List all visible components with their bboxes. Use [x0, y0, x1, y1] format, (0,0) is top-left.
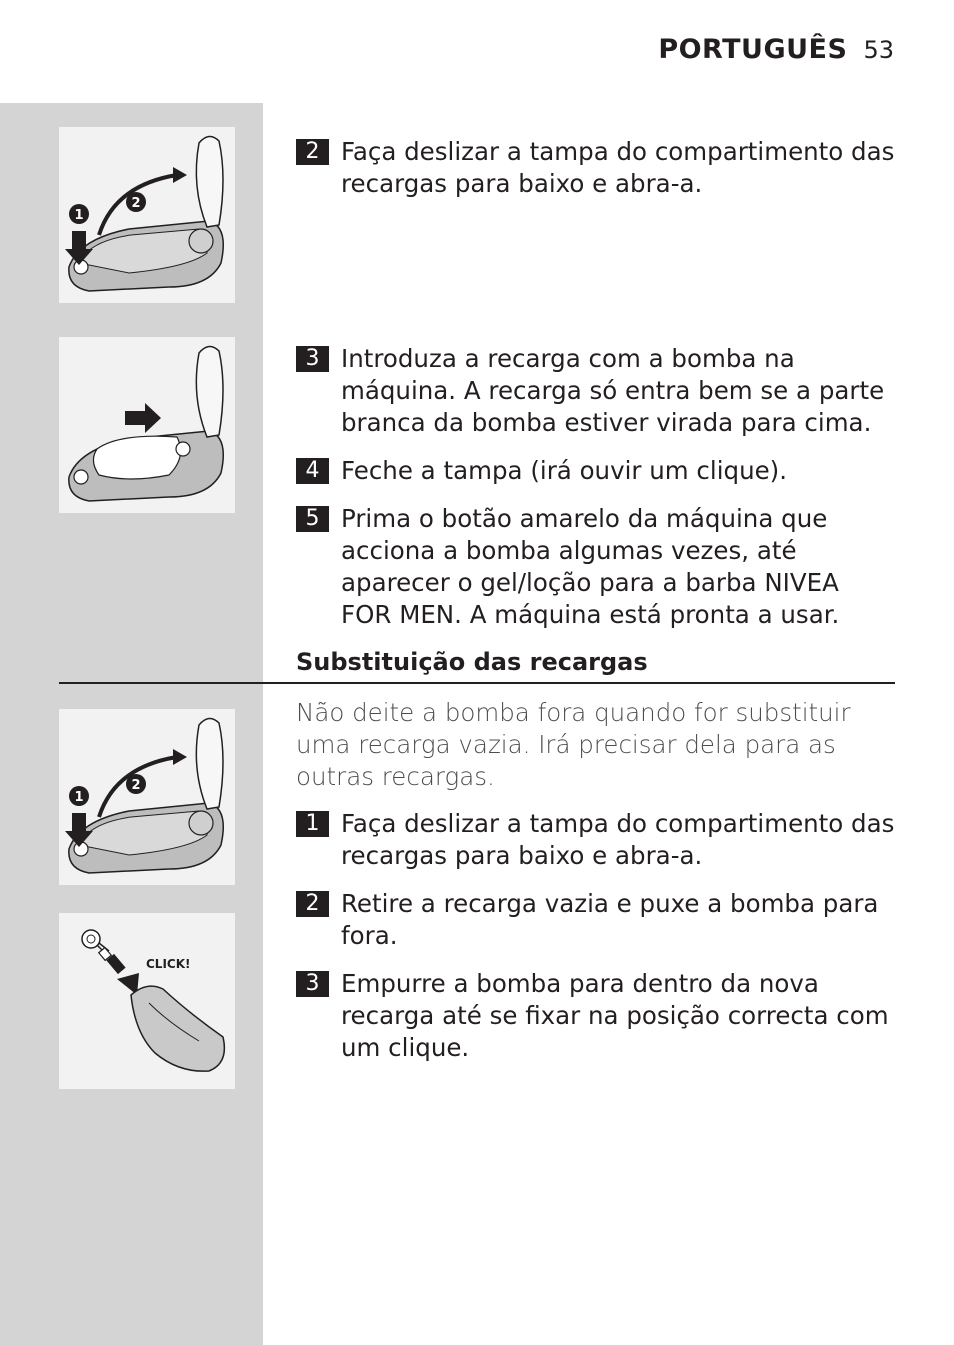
- step-number: 5: [296, 506, 329, 532]
- figure-open-lid: [59, 127, 235, 303]
- step-number: 1: [296, 811, 329, 837]
- step-number: 3: [296, 346, 329, 372]
- step-number: 3: [296, 971, 329, 997]
- section-heading: Substituição das recargas: [296, 648, 648, 676]
- marker-2-label: 2: [131, 196, 141, 211]
- step-number: 2: [296, 891, 329, 917]
- language-title: PORTUGUÊS: [658, 34, 848, 65]
- figure-insert-refill: [59, 337, 235, 513]
- step-text: Empurre a bomba para dentro da nova recarga até se fixar na posição correcta com um clique.: [341, 969, 889, 1062]
- step-number: 2: [296, 139, 329, 165]
- step-text: Feche a tampa (irá ouvir um clique).: [341, 456, 788, 485]
- figure-pointer: [235, 935, 263, 987]
- step-text: Prima o botão amarelo da máquina que acciona a bomba algumas vezes, até aparecer o gel/loção para a barba NIVEA FOR MEN. A máquina está pronta a usar.: [341, 504, 840, 629]
- section-intro: Não deite a bomba fora quando for substituir uma recarga vazia. Irá precisar dela para as outras recargas.: [296, 698, 851, 791]
- section-divider: [59, 682, 895, 684]
- figure-pump-click: [59, 913, 235, 1089]
- step-text: Introduza a recarga com a bomba na máquina. A recarga só entra bem se a parte branca da bomba estiver virada para cima.: [341, 344, 885, 437]
- step-text: Faça deslizar a tampa do compartimento das recargas para baixo e abra-a.: [341, 809, 895, 870]
- step-item: [296, 888, 896, 952]
- figure-pointer: [235, 801, 263, 853]
- figure-pointer: [235, 127, 263, 179]
- step-text: Retire a recarga vazia e puxe a bomba para fora.: [341, 889, 879, 950]
- marker-2-label: 2: [131, 778, 141, 793]
- pump-refill-click-illustration: [59, 913, 235, 1089]
- marker-1-label: 1: [74, 790, 84, 805]
- step-item: [296, 503, 896, 631]
- figure-open-lid-replace: [59, 709, 235, 885]
- page-header: [658, 34, 894, 65]
- step-text: Faça deslizar a tampa do compartimento das recargas para baixo e abra-a.: [341, 137, 895, 198]
- step-item: [296, 455, 896, 487]
- click-label: CLICK!: [146, 957, 191, 971]
- shaver-insert-refill-illustration: [59, 337, 235, 513]
- page-number: 53: [863, 36, 894, 64]
- marker-1-label: 1: [74, 208, 84, 223]
- step-item: [296, 968, 896, 1064]
- step-item: [296, 136, 896, 200]
- step-item: [296, 343, 896, 439]
- shaver-open-lid-illustration: [59, 127, 235, 303]
- step-number: 4: [296, 458, 329, 484]
- figure-pointer: [235, 337, 263, 389]
- shaver-open-lid-illustration: [59, 709, 235, 885]
- step-item: [296, 808, 896, 872]
